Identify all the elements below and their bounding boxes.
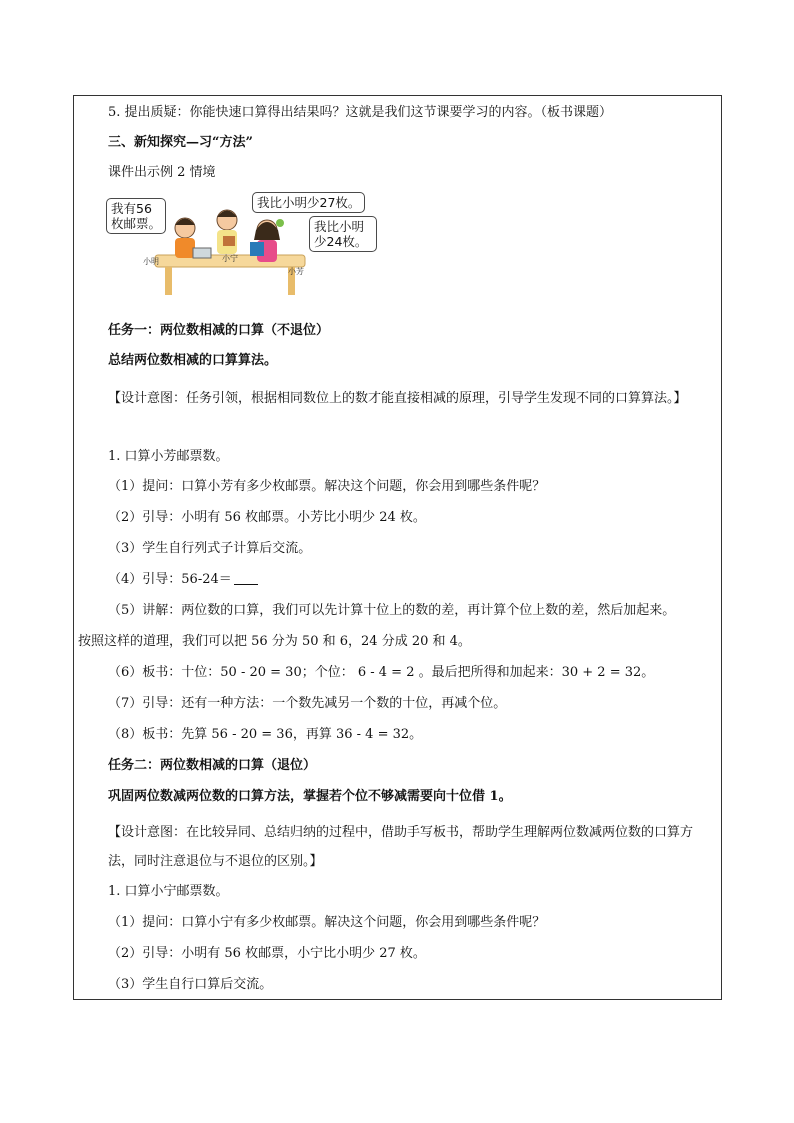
design-intent-2: 【设计意图：在比较异同、总结归纳的过程中，借助手写板书，帮助学生理解两位数减两位数的口算方法，同时注意退位与不退位的区别。】: [108, 825, 694, 869]
task-2-title: 任务二：两位数相减的口算（退位）: [108, 758, 317, 773]
step-1-item-2: （2）引导：小明有 56 枚邮票。小芳比小明少 24 枚。: [108, 510, 426, 525]
step-2-title: 1. 口算小宁邮票数。: [108, 884, 229, 899]
step-2-item-1: （1）提问：口算小宁有多少枚邮票。解决这个问题，你会用到哪些条件呢？: [108, 915, 546, 930]
step-1-title: 1. 口算小芳邮票数。: [108, 449, 229, 464]
step-1-item-5: （5）讲解：两位数的口算，我们可以先计算十位上的数的差，再计算个位上数的差，然后加起来。: [108, 603, 676, 618]
girl-book: [250, 242, 264, 256]
boy-left-hair: [175, 219, 195, 226]
girl-hair: [254, 222, 280, 240]
task-2-summary: 巩固两位数减两位数的口算方法，掌握若个位不够减需要向十位借 1。: [108, 789, 512, 804]
label-xiaofang: 小芳: [288, 267, 304, 276]
answer-blank: [234, 572, 258, 585]
step-2-item-2: （2）引导：小明有 56 枚邮票，小宁比小明少 27 枚。: [108, 946, 426, 961]
step-1-item-4: [108, 571, 258, 589]
label-xiaoming: 小明: [143, 257, 159, 266]
table-leg-left: [165, 267, 172, 295]
courseware-note: 课件出示例 2 情境: [108, 165, 216, 180]
step-2-item-3: （3）学生自行口算后交流。: [108, 977, 273, 992]
speech-bubble-xiaofang: 我比小明少24枚。: [309, 216, 377, 252]
step-5-question: 5. 提出质疑：你能快速口算得出结果吗？这就是我们这节课要学习的内容。（板书课题）: [108, 105, 613, 120]
section-heading: 三、新知探究—习“方法”: [108, 135, 253, 150]
step-1-item-4-text: （4）引导：56-24＝: [108, 572, 232, 587]
boy-mid-hair: [217, 211, 237, 218]
label-xiaoning: 小宁: [222, 254, 238, 263]
step-1-item-6: （6）板书：十位：50 - 20 = 30；个位： 6 - 4 = 2 。最后把所得和加起来：30 + 2 = 32。: [108, 665, 655, 680]
speech-bubble-xiaoning: 我比小明少27枚。: [252, 192, 365, 213]
step-1-item-8: （8）板书：先算 56 - 20 = 36，再算 36 - 4 = 32。: [108, 727, 423, 742]
boy-mid-book: [223, 236, 235, 246]
step-1-item-7: （7）引导：还有一种方法：一个数先减另一个数的十位，再减个位。: [108, 696, 507, 711]
design-intent-1: 【设计意图：任务引领，根据相同数位上的数才能直接相减的原理，引导学生发现不同的口算算法。】: [108, 391, 687, 406]
task-1-summary: 总结两位数相减的口算算法。: [108, 353, 278, 368]
step-1-item-3: （3）学生自行列式子计算后交流。: [108, 541, 312, 556]
boy-left-body: [175, 238, 195, 258]
girl-bow: [276, 219, 284, 227]
speech-bubble-xiaoming: 我有56枚邮票。: [106, 198, 166, 234]
step-1-item-5-cont: 按照这样的道理，我们可以把 56 分为 50 和 6，24 分成 20 和 4。: [78, 634, 471, 649]
task-1-title: 任务一：两位数相减的口算（不退位）: [108, 323, 330, 338]
stamp-album: [193, 248, 211, 258]
step-1-item-1: （1）提问：口算小芳有多少枚邮票。解决这个问题，你会用到哪些条件呢？: [108, 479, 546, 494]
